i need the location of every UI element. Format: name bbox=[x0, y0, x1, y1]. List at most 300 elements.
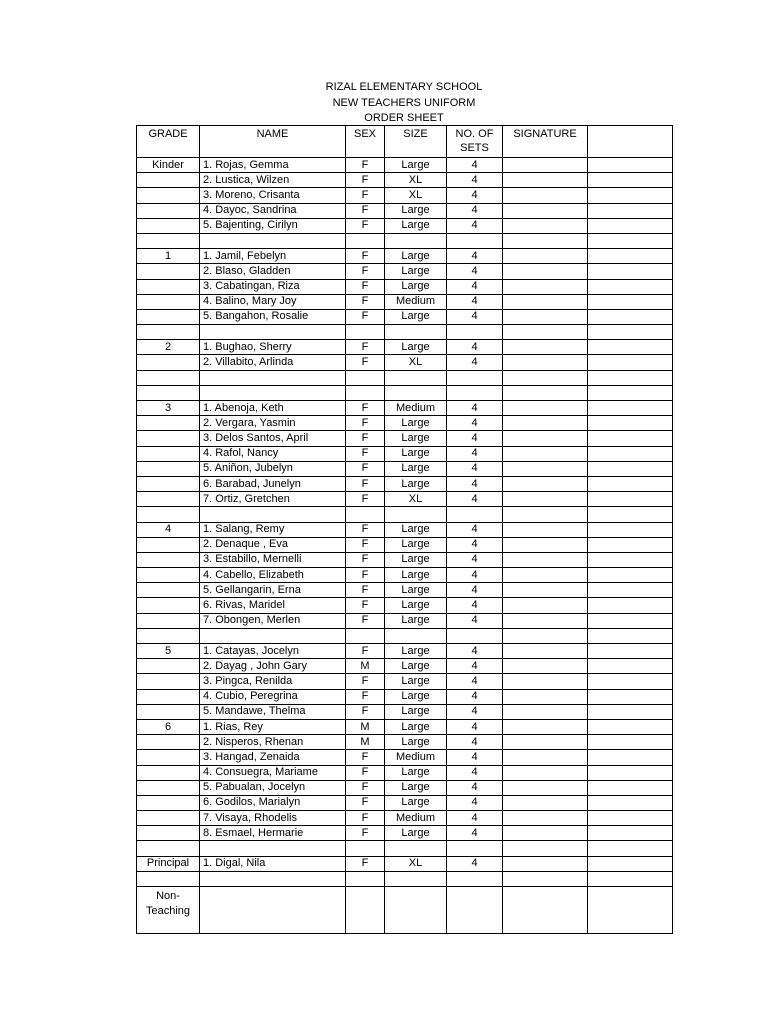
sex-cell bbox=[346, 325, 385, 340]
table-row bbox=[137, 552, 673, 567]
name-cell bbox=[200, 385, 346, 400]
size-cell: Medium bbox=[385, 401, 447, 416]
table-row bbox=[137, 568, 673, 583]
name-cell: 4. Dayoc, Sandrina bbox=[200, 203, 346, 218]
sex-cell: F bbox=[346, 765, 385, 780]
grade-cell: 1 bbox=[137, 249, 200, 264]
signature-cell[interactable] bbox=[503, 203, 588, 218]
name-cell: 5. Bajenting, Cirilyn bbox=[200, 218, 346, 233]
sets-cell: 4 bbox=[447, 401, 503, 416]
grade-cell bbox=[137, 598, 200, 613]
name-cell: 4. Cubio, Peregrina bbox=[200, 689, 346, 704]
table-row bbox=[137, 719, 673, 734]
table-row bbox=[137, 826, 673, 841]
extra-cell bbox=[588, 173, 673, 188]
signature-cell[interactable] bbox=[503, 294, 588, 309]
name-cell: 6. Rivas, Maridel bbox=[200, 598, 346, 613]
table-row bbox=[137, 492, 673, 507]
extra-cell bbox=[588, 871, 673, 886]
signature-cell[interactable] bbox=[503, 704, 588, 719]
signature-cell[interactable] bbox=[503, 309, 588, 324]
table-row bbox=[137, 583, 673, 598]
signature-cell[interactable] bbox=[503, 795, 588, 810]
column-header-sex: SEX bbox=[346, 126, 385, 158]
table-row bbox=[137, 856, 673, 871]
grade-cell bbox=[137, 279, 200, 294]
table-row bbox=[137, 370, 673, 385]
table-row bbox=[137, 735, 673, 750]
sets-cell bbox=[447, 841, 503, 856]
signature-cell[interactable] bbox=[503, 401, 588, 416]
table-row bbox=[137, 203, 673, 218]
name-cell: 5. Gellangarin, Erna bbox=[200, 583, 346, 598]
size-cell: Large bbox=[385, 431, 447, 446]
name-cell bbox=[200, 233, 346, 248]
extra-cell bbox=[588, 659, 673, 674]
sex-cell: M bbox=[346, 659, 385, 674]
grade-cell: 6 bbox=[137, 719, 200, 734]
table-header-row bbox=[137, 126, 673, 158]
extra-cell bbox=[588, 719, 673, 734]
size-cell: Large bbox=[385, 218, 447, 233]
grade-cell bbox=[137, 583, 200, 598]
sets-cell: 4 bbox=[447, 735, 503, 750]
sex-cell: F bbox=[346, 401, 385, 416]
sex-cell: F bbox=[346, 431, 385, 446]
signature-cell[interactable] bbox=[503, 598, 588, 613]
size-cell: Large bbox=[385, 249, 447, 264]
extra-cell bbox=[588, 446, 673, 461]
table-row bbox=[137, 689, 673, 704]
signature-cell[interactable] bbox=[503, 811, 588, 826]
signature-cell[interactable] bbox=[503, 233, 588, 248]
extra-cell bbox=[588, 249, 673, 264]
name-cell: 3. Delos Santos, April bbox=[200, 431, 346, 446]
sets-cell: 4 bbox=[447, 537, 503, 552]
extra-cell bbox=[588, 887, 673, 934]
grade-cell bbox=[137, 659, 200, 674]
sex-cell: F bbox=[346, 795, 385, 810]
signature-cell[interactable] bbox=[503, 507, 588, 522]
table-row bbox=[137, 704, 673, 719]
sex-cell: F bbox=[346, 173, 385, 188]
extra-cell bbox=[588, 765, 673, 780]
signature-cell[interactable] bbox=[503, 689, 588, 704]
extra-cell bbox=[588, 704, 673, 719]
size-cell: Large bbox=[385, 659, 447, 674]
extra-cell bbox=[588, 355, 673, 370]
signature-cell[interactable] bbox=[503, 173, 588, 188]
name-cell bbox=[200, 871, 346, 886]
sets-cell: 4 bbox=[447, 598, 503, 613]
sets-cell: 4 bbox=[447, 795, 503, 810]
extra-cell bbox=[588, 309, 673, 324]
signature-cell[interactable] bbox=[503, 583, 588, 598]
signature-cell[interactable] bbox=[503, 659, 588, 674]
name-cell: 5. Mandawe, Thelma bbox=[200, 704, 346, 719]
grade-cell: 3 bbox=[137, 401, 200, 416]
name-cell: 2. Lustica, Wilzen bbox=[200, 173, 346, 188]
grade-cell bbox=[137, 628, 200, 643]
grade-cell bbox=[137, 674, 200, 689]
sex-cell bbox=[346, 233, 385, 248]
sets-cell: 4 bbox=[447, 188, 503, 203]
school-name: RIZAL ELEMENTARY SCHOOL bbox=[325, 81, 483, 93]
sex-cell bbox=[346, 841, 385, 856]
grade-cell bbox=[137, 446, 200, 461]
size-cell: XL bbox=[385, 856, 447, 871]
size-cell: Large bbox=[385, 537, 447, 552]
size-cell: Large bbox=[385, 568, 447, 583]
sex-cell: F bbox=[346, 203, 385, 218]
name-cell: 7. Obongen, Merlen bbox=[200, 613, 346, 628]
name-cell: 5. Pabualan, Jocelyn bbox=[200, 780, 346, 795]
sex-cell bbox=[346, 871, 385, 886]
sets-cell bbox=[447, 887, 503, 934]
sets-cell: 4 bbox=[447, 689, 503, 704]
table-row bbox=[137, 811, 673, 826]
size-cell: XL bbox=[385, 173, 447, 188]
signature-cell[interactable] bbox=[503, 552, 588, 567]
table-row bbox=[137, 613, 673, 628]
extra-cell bbox=[588, 340, 673, 355]
sets-cell: 4 bbox=[447, 552, 503, 567]
signature-cell[interactable] bbox=[503, 188, 588, 203]
extra-cell bbox=[588, 674, 673, 689]
table-row bbox=[137, 446, 673, 461]
name-cell: 4. Cabello, Elizabeth bbox=[200, 568, 346, 583]
signature-cell[interactable] bbox=[503, 218, 588, 233]
name-cell: 3. Hangad, Zenaida bbox=[200, 750, 346, 765]
signature-cell[interactable] bbox=[503, 446, 588, 461]
extra-cell bbox=[588, 826, 673, 841]
table-row bbox=[137, 765, 673, 780]
grade-cell bbox=[137, 294, 200, 309]
size-cell: Large bbox=[385, 279, 447, 294]
sex-cell: F bbox=[346, 704, 385, 719]
size-cell: Large bbox=[385, 613, 447, 628]
grade-cell bbox=[137, 841, 200, 856]
sex-cell: F bbox=[346, 583, 385, 598]
size-cell: XL bbox=[385, 492, 447, 507]
sex-cell: F bbox=[346, 340, 385, 355]
size-cell: Large bbox=[385, 795, 447, 810]
order-table bbox=[136, 125, 673, 934]
grade-cell bbox=[137, 173, 200, 188]
grade-cell bbox=[137, 416, 200, 431]
table-row bbox=[137, 628, 673, 643]
name-cell bbox=[200, 887, 346, 934]
signature-cell[interactable] bbox=[503, 628, 588, 643]
sex-cell: F bbox=[346, 552, 385, 567]
table-row bbox=[137, 158, 673, 173]
sets-cell: 4 bbox=[447, 218, 503, 233]
signature-cell[interactable] bbox=[503, 476, 588, 491]
sex-cell: F bbox=[346, 158, 385, 173]
grade-cell bbox=[137, 704, 200, 719]
name-cell: 4. Rafol, Nancy bbox=[200, 446, 346, 461]
sets-cell: 4 bbox=[447, 279, 503, 294]
sex-cell: F bbox=[346, 492, 385, 507]
sex-cell: F bbox=[346, 537, 385, 552]
name-cell bbox=[200, 325, 346, 340]
table-row bbox=[137, 780, 673, 795]
sex-cell: F bbox=[346, 644, 385, 659]
size-cell: Large bbox=[385, 461, 447, 476]
grade-cell bbox=[137, 431, 200, 446]
size-cell bbox=[385, 233, 447, 248]
signature-cell[interactable] bbox=[503, 841, 588, 856]
size-cell: Medium bbox=[385, 811, 447, 826]
size-cell bbox=[385, 507, 447, 522]
table-row bbox=[137, 476, 673, 491]
grade-cell bbox=[137, 826, 200, 841]
table-row bbox=[137, 841, 673, 856]
sex-cell: F bbox=[346, 446, 385, 461]
sex-cell: F bbox=[346, 811, 385, 826]
grade-cell bbox=[137, 811, 200, 826]
signature-cell[interactable] bbox=[503, 492, 588, 507]
extra-cell bbox=[588, 431, 673, 446]
sex-cell: F bbox=[346, 826, 385, 841]
signature-cell[interactable] bbox=[503, 856, 588, 871]
grade-cell bbox=[137, 203, 200, 218]
size-cell: Large bbox=[385, 264, 447, 279]
extra-cell bbox=[588, 492, 673, 507]
signature-cell[interactable] bbox=[503, 765, 588, 780]
signature-cell[interactable] bbox=[503, 385, 588, 400]
extra-cell bbox=[588, 370, 673, 385]
table-row bbox=[137, 522, 673, 537]
extra-cell bbox=[588, 158, 673, 173]
size-cell: Large bbox=[385, 552, 447, 567]
sets-cell: 4 bbox=[447, 522, 503, 537]
sets-cell: 4 bbox=[447, 750, 503, 765]
signature-cell[interactable] bbox=[503, 249, 588, 264]
extra-cell bbox=[588, 811, 673, 826]
signature-cell[interactable] bbox=[503, 158, 588, 173]
table-row bbox=[137, 355, 673, 370]
signature-cell[interactable] bbox=[503, 887, 588, 934]
signature-cell[interactable] bbox=[503, 735, 588, 750]
sets-cell: 4 bbox=[447, 811, 503, 826]
size-cell: Large bbox=[385, 780, 447, 795]
signature-cell[interactable] bbox=[503, 644, 588, 659]
signature-cell[interactable] bbox=[503, 719, 588, 734]
size-cell: Large bbox=[385, 735, 447, 750]
grade-cell bbox=[137, 233, 200, 248]
table-row bbox=[137, 279, 673, 294]
table-row bbox=[137, 325, 673, 340]
sets-cell: 4 bbox=[447, 476, 503, 491]
signature-cell[interactable] bbox=[503, 416, 588, 431]
sex-cell: M bbox=[346, 735, 385, 750]
sex-cell: F bbox=[346, 355, 385, 370]
sets-cell: 4 bbox=[447, 249, 503, 264]
column-header-sets: NO. OF SETS bbox=[447, 126, 503, 158]
name-cell: 5. Aniñon, Jubelyn bbox=[200, 461, 346, 476]
size-cell: Large bbox=[385, 704, 447, 719]
name-cell: 1. Salang, Remy bbox=[200, 522, 346, 537]
signature-cell[interactable] bbox=[503, 279, 588, 294]
extra-cell bbox=[588, 401, 673, 416]
signature-cell[interactable] bbox=[503, 613, 588, 628]
extra-cell bbox=[588, 233, 673, 248]
size-cell bbox=[385, 841, 447, 856]
table-row bbox=[137, 173, 673, 188]
grade-cell bbox=[137, 613, 200, 628]
sheet-title: NEW TEACHERS UNIFORM bbox=[332, 96, 476, 109]
sets-cell: 4 bbox=[447, 309, 503, 324]
signature-cell[interactable] bbox=[503, 325, 588, 340]
size-cell bbox=[385, 628, 447, 643]
extra-cell bbox=[588, 385, 673, 400]
name-cell: 3. Moreno, Crisanta bbox=[200, 188, 346, 203]
table-row bbox=[137, 795, 673, 810]
grade-cell bbox=[137, 780, 200, 795]
table-row bbox=[137, 461, 673, 476]
name-cell: 3. Pingca, Renilda bbox=[200, 674, 346, 689]
sets-cell: 4 bbox=[447, 264, 503, 279]
name-cell: 1. Jamil, Febelyn bbox=[200, 249, 346, 264]
extra-cell bbox=[588, 188, 673, 203]
signature-cell[interactable] bbox=[503, 431, 588, 446]
signature-cell[interactable] bbox=[503, 461, 588, 476]
name-cell bbox=[200, 841, 346, 856]
name-cell: 6. Barabad, Junelyn bbox=[200, 476, 346, 491]
grade-cell bbox=[137, 750, 200, 765]
extra-cell bbox=[588, 841, 673, 856]
signature-cell[interactable] bbox=[503, 370, 588, 385]
grade-cell bbox=[137, 218, 200, 233]
sets-cell: 4 bbox=[447, 856, 503, 871]
name-cell: 2. Denaque , Eva bbox=[200, 537, 346, 552]
sex-cell: F bbox=[346, 856, 385, 871]
signature-cell[interactable] bbox=[503, 340, 588, 355]
extra-cell bbox=[588, 416, 673, 431]
table-row bbox=[137, 659, 673, 674]
sex-cell: F bbox=[346, 188, 385, 203]
size-cell: Large bbox=[385, 158, 447, 173]
signature-cell[interactable] bbox=[503, 522, 588, 537]
sex-cell: F bbox=[346, 568, 385, 583]
grade-cell: Non-Teaching bbox=[137, 887, 200, 934]
signature-cell[interactable] bbox=[503, 674, 588, 689]
sex-cell: F bbox=[346, 249, 385, 264]
sets-cell: 4 bbox=[447, 203, 503, 218]
sex-cell: F bbox=[346, 218, 385, 233]
grade-cell bbox=[137, 370, 200, 385]
extra-cell bbox=[588, 507, 673, 522]
table-row bbox=[137, 188, 673, 203]
sex-cell: M bbox=[346, 719, 385, 734]
extra-cell bbox=[588, 552, 673, 567]
sets-cell: 4 bbox=[447, 340, 503, 355]
sex-cell: F bbox=[346, 416, 385, 431]
extra-cell bbox=[588, 780, 673, 795]
table-row-non-teaching bbox=[137, 887, 673, 934]
sex-cell: F bbox=[346, 309, 385, 324]
sets-cell: 4 bbox=[447, 173, 503, 188]
sets-cell: 4 bbox=[447, 719, 503, 734]
signature-cell[interactable] bbox=[503, 871, 588, 886]
grade-cell bbox=[137, 735, 200, 750]
sets-cell: 4 bbox=[447, 446, 503, 461]
sets-cell bbox=[447, 325, 503, 340]
name-cell: 6. Godilos, Marialyn bbox=[200, 795, 346, 810]
extra-cell bbox=[588, 203, 673, 218]
grade-cell: Principal bbox=[137, 856, 200, 871]
name-cell: 2. Nisperos, Rhenan bbox=[200, 735, 346, 750]
grade-cell: 5 bbox=[137, 644, 200, 659]
sex-cell bbox=[346, 507, 385, 522]
size-cell: Large bbox=[385, 719, 447, 734]
sheet-subtitle: ORDER SHEET bbox=[364, 112, 444, 124]
sets-cell bbox=[447, 233, 503, 248]
table-row bbox=[137, 537, 673, 552]
name-cell bbox=[200, 370, 346, 385]
sex-cell: F bbox=[346, 294, 385, 309]
extra-cell bbox=[588, 476, 673, 491]
signature-cell[interactable] bbox=[503, 537, 588, 552]
signature-cell[interactable] bbox=[503, 780, 588, 795]
size-cell: Large bbox=[385, 476, 447, 491]
size-cell: Large bbox=[385, 446, 447, 461]
extra-cell bbox=[588, 537, 673, 552]
name-cell: 4. Balino, Mary Joy bbox=[200, 294, 346, 309]
grade-cell bbox=[137, 552, 200, 567]
table-row bbox=[137, 401, 673, 416]
column-header-signature: SIGNATURE bbox=[503, 126, 588, 158]
size-cell bbox=[385, 325, 447, 340]
size-cell: Large bbox=[385, 674, 447, 689]
size-cell: Large bbox=[385, 203, 447, 218]
signature-cell[interactable] bbox=[503, 826, 588, 841]
table-row bbox=[137, 218, 673, 233]
signature-cell[interactable] bbox=[503, 568, 588, 583]
grade-cell bbox=[137, 765, 200, 780]
extra-cell bbox=[588, 613, 673, 628]
size-cell: Large bbox=[385, 583, 447, 598]
column-header-size: SIZE bbox=[385, 126, 447, 158]
sex-cell: F bbox=[346, 264, 385, 279]
signature-cell[interactable] bbox=[503, 264, 588, 279]
sets-cell: 4 bbox=[447, 644, 503, 659]
size-cell: Large bbox=[385, 416, 447, 431]
table-row bbox=[137, 264, 673, 279]
name-cell: 2. Vergara, Yasmin bbox=[200, 416, 346, 431]
size-cell: Medium bbox=[385, 750, 447, 765]
sets-cell: 4 bbox=[447, 583, 503, 598]
signature-cell[interactable] bbox=[503, 355, 588, 370]
signature-cell[interactable] bbox=[503, 750, 588, 765]
sex-cell: F bbox=[346, 522, 385, 537]
grade-cell bbox=[137, 188, 200, 203]
sets-cell: 4 bbox=[447, 674, 503, 689]
name-cell: 1. Rojas, Gemma bbox=[200, 158, 346, 173]
extra-cell bbox=[588, 856, 673, 871]
sex-cell: F bbox=[346, 598, 385, 613]
table-row bbox=[137, 416, 673, 431]
size-cell: Large bbox=[385, 644, 447, 659]
sets-cell: 4 bbox=[447, 765, 503, 780]
grade-cell bbox=[137, 355, 200, 370]
name-cell: 1. Digal, Nila bbox=[200, 856, 346, 871]
sets-cell bbox=[447, 871, 503, 886]
extra-cell bbox=[588, 461, 673, 476]
table-row bbox=[137, 233, 673, 248]
extra-cell bbox=[588, 264, 673, 279]
